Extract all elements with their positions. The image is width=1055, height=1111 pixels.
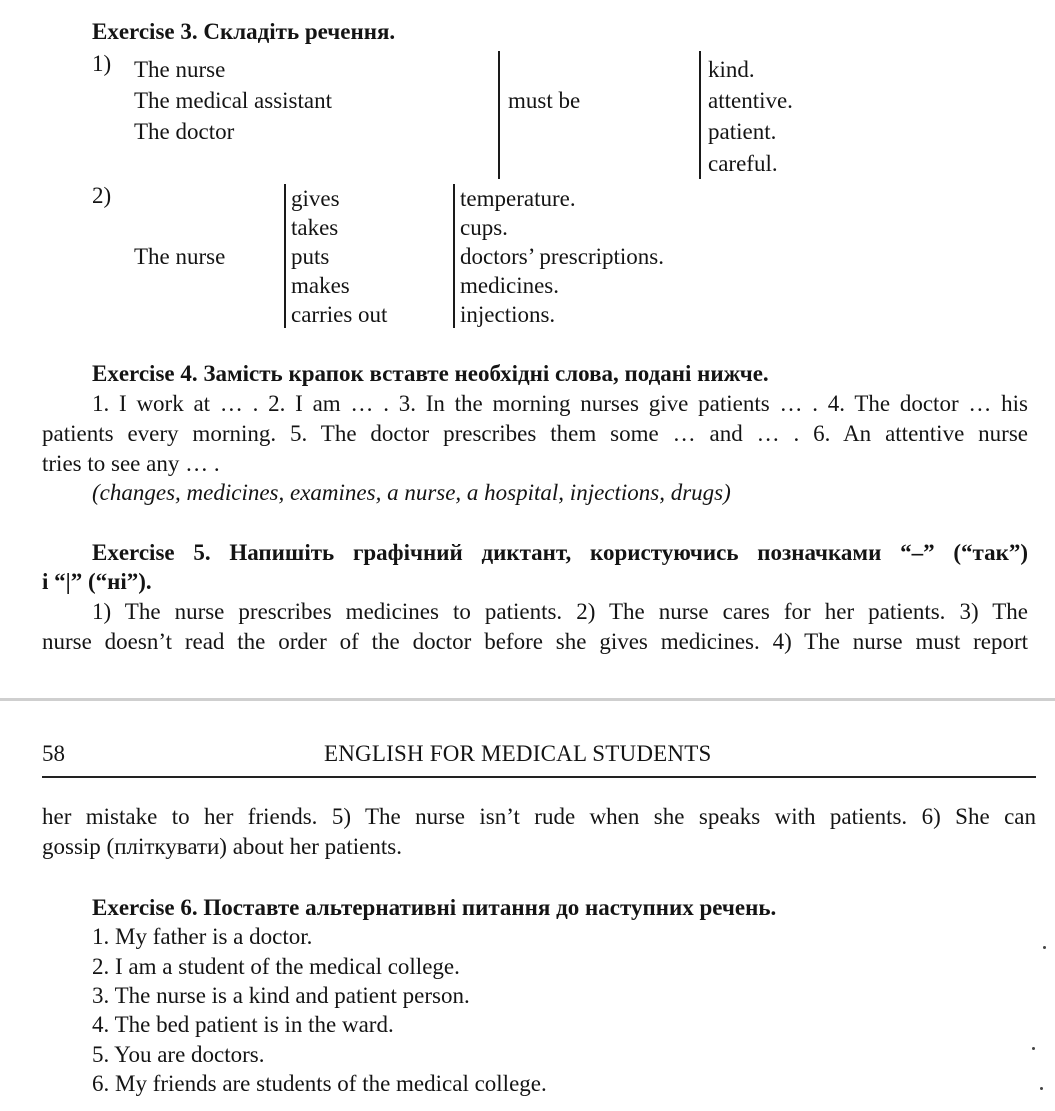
exercise-4-line: patients every morning. 5. The doctor prescribes them some … and … . 6. An attentive nurse	[42, 421, 1028, 446]
table-2-object: medicines.	[460, 273, 559, 298]
table-2-object: cups.	[460, 215, 508, 240]
table-1-adjective: kind.	[708, 57, 755, 82]
scan-speck	[1043, 946, 1046, 949]
table-2-verb: carries out	[291, 302, 388, 327]
header-rule	[42, 776, 1036, 778]
exercise-4-word-bank: (changes, medicines, examines, a nurse, a hospital, injections, drugs)	[92, 480, 731, 505]
exercise-6-item: 6. My friends are students of the medical college.	[92, 1071, 547, 1096]
table-2-number: 2)	[92, 183, 112, 208]
table-2-verb: puts	[291, 244, 330, 269]
table-2-object: temperature.	[460, 186, 576, 211]
table-1-verb: must be	[508, 88, 581, 113]
exercise-5-line: nurse doesn’t read the order of the doctor before she gives medicines. 4) The nurse must report	[42, 629, 1028, 654]
table-2-object: doctors’ prescriptions.	[460, 244, 664, 269]
scan-speck	[1032, 1047, 1035, 1050]
table-1-subject: The doctor	[134, 119, 235, 144]
exercise-5-title: Exercise 5. Напишіть графічний диктант, користуючись позначками “–” (“так”)	[92, 540, 1028, 565]
page-separator	[0, 698, 1055, 701]
table-2-object: injections.	[460, 302, 556, 327]
exercise-5-title-cont: і “|” (“ні”).	[42, 569, 152, 594]
table-2-verb: gives	[291, 186, 340, 211]
table-1-adjective: patient.	[708, 119, 777, 144]
exercise-6-item: 2. I am a student of the medical college.	[92, 954, 460, 979]
table-2-subject: The nurse	[134, 244, 226, 269]
table-1-adjective: attentive.	[708, 88, 793, 113]
exercise-4-line: tries to see any … .	[42, 451, 220, 476]
table-1-adjective: careful.	[708, 151, 778, 176]
table-2-verb: makes	[291, 273, 350, 298]
exercise-6-item: 1. My father is a doctor.	[92, 924, 313, 949]
exercise-6-item: 5. You are doctors.	[92, 1042, 265, 1067]
table-1-subject: The nurse	[134, 57, 226, 82]
table-2-divider	[453, 184, 455, 328]
running-title: ENGLISH FOR MEDICAL STUDENTS	[324, 741, 712, 766]
table-1-number: 1)	[92, 51, 112, 76]
exercise-3-title: Exercise 3. Складіть речення.	[92, 19, 396, 44]
exercise-4-title: Exercise 4. Замість крапок вставте необхідні слова, подані нижче.	[92, 361, 769, 386]
exercise-6-item: 3. The nurse is a kind and patient person.	[92, 983, 470, 1008]
scan-speck	[1040, 1087, 1043, 1090]
exercise-5-continued-line: her mistake to her friends. 5) The nurse isn’t rude when she speaks with patients. 6) She can	[42, 804, 1036, 829]
exercise-4-line: 1. I work at … . 2. I am … . 3. In the morning nurses give patients … . 4. The doctor … his	[92, 391, 1028, 416]
table-2-divider	[284, 184, 286, 328]
table-2-verb: takes	[291, 215, 339, 240]
table-1-subject: The medical assistant	[134, 88, 332, 113]
table-1-divider	[498, 51, 500, 179]
table-1-divider	[699, 51, 701, 179]
exercise-5-line: 1) The nurse prescribes medicines to patients. 2) The nurse cares for her patients. 3) The	[92, 599, 1028, 624]
exercise-6-title: Exercise 6. Поставте альтернативні питання до наступних речень.	[92, 895, 777, 920]
page-number: 58	[42, 741, 65, 766]
exercise-5-continued-line: gossip (пліткувати) about her patients.	[42, 834, 402, 859]
exercise-6-item: 4. The bed patient is in the ward.	[92, 1012, 394, 1037]
